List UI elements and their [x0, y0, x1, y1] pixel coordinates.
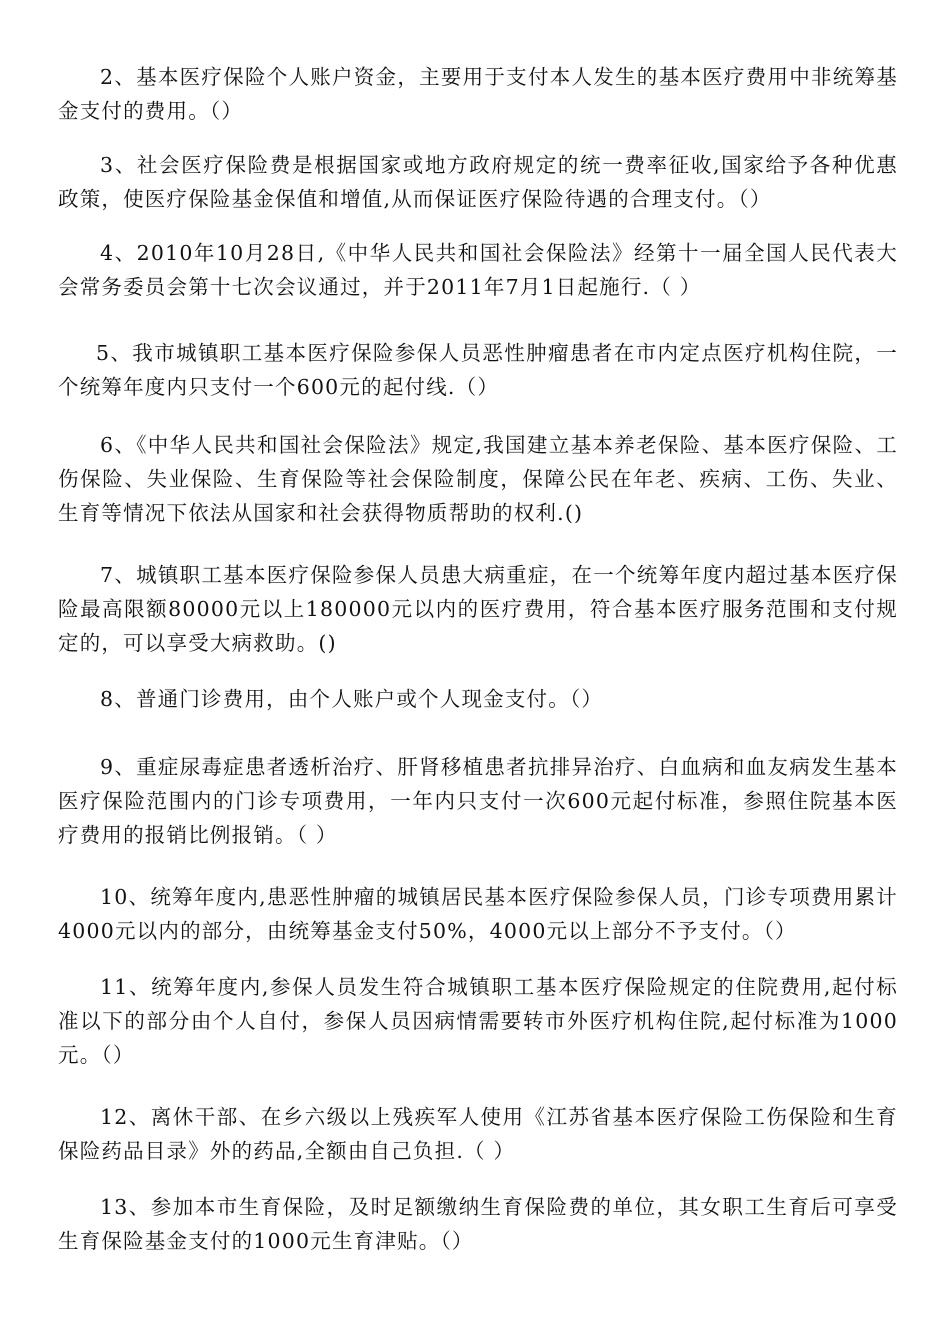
question-6: 6、《中华人民共和国社会保险法》规定,我国建立基本养老保险、基本医疗保险、工伤保险、失业保险、生育保险等社会保险制度，保障公民在年老、疾病、工伤、失业、生育等情况下依法从国家和社会获得物质帮助的权利.() [58, 433, 898, 525]
question-5: 5、我市城镇职工基本医疗保险参保人员恶性肿瘤患者在市内定点医疗机构住院，一个统筹年度内只支付一个600元的起付线.（） [58, 341, 898, 399]
question-3: 3、社会医疗保险费是根据国家或地方政府规定的统一费率征收,国家给予各种优惠政策，使医疗保险基金保值和增值,从而保证医疗保险待遇的合理支付。（） [58, 153, 898, 211]
question-13: 13、参加本市生育保险，及时足额缴纳生育保险费的单位，其女职工生育后可享受生育保险基金支付的1000元生育津贴。（） [58, 1195, 898, 1253]
question-8: 8、普通门诊费用，由个人账户或个人现金支付。（） [100, 687, 604, 711]
question-2: 2、基本医疗保险个人账户资金，主要用于支付本人发生的基本医疗费用中非统筹基金支付的费用。（） [58, 65, 898, 123]
question-11: 11、统筹年度内,参保人员发生符合城镇职工基本医疗保险规定的住院费用,起付标准以下的部分由个人自付，参保人员因病情需要转市外医疗机构住院,起付标准为1000元。（） [58, 975, 898, 1067]
question-12: 12、离休干部、在乡六级以上残疾军人使用《江苏省基本医疗保险工伤保险和生育保险药品目录》外的药品,全额由自己负担.（ ） [58, 1105, 898, 1163]
question-10: 10、统筹年度内,患恶性肿瘤的城镇居民基本医疗保险参保人员，门诊专项费用累计4000元以内的部分，由统筹基金支付50%，4000元以上部分不予支付。（） [58, 885, 898, 943]
question-9: 9、重症尿毒症患者透析治疗、肝肾移植患者抗排异治疗、白血病和血友病发生基本医疗保险范围内的门诊专项费用，一年内只支付一次600元起付标准，参照住院基本医疗费用的报销比例报销。（ ） [58, 755, 898, 847]
question-7: 7、城镇职工基本医疗保险参保人员患大病重症，在一个统筹年度内超过基本医疗保险最高限额80000元以上180000元以内的医疗费用，符合基本医疗服务范围和支付规定的，可以享受大病救助。() [58, 563, 898, 655]
question-4: 4、2010年10月28日,《中华人民共和国社会保险法》经第十一届全国人民代表大会常务委员会第十七次会议通过，并于2011年7月1日起施行.（ ） [58, 241, 898, 299]
